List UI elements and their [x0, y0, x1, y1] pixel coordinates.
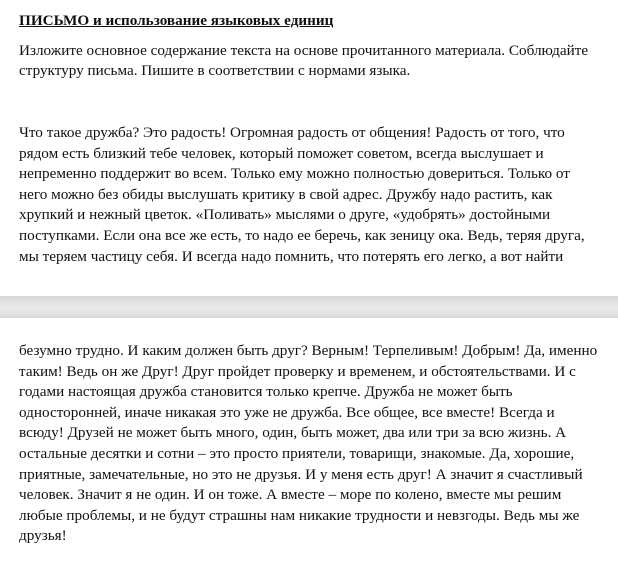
- text-line: Что такое дружба? Это радость! Огромная радость от общения! Радость от того, что: [19, 124, 565, 141]
- text-line: любые проблемы, и не будут страшны нам никакие трудности и невзгоды. Ведь мы же: [19, 506, 580, 524]
- text-line: таким! Ведь он же Друг! Друг пройдет проверку и временем, и обстоятельствами. И с: [19, 362, 576, 380]
- text-line: всюду! Друзей не может быть много, один, быть может, два или три за всю жизнь. А: [19, 424, 567, 442]
- text-line: односторонней, иначе никакая это уже не дружба. Все общее, все вместе! Всегда и: [19, 403, 555, 421]
- text-line: безумно трудно. И каким должен быть друг? Верным! Терпеливым! Добрым! Да, именно: [19, 342, 598, 359]
- task-line: Изложите основное содержание текста на основе прочитанного материала. Соблюдайте: [19, 42, 589, 59]
- letter-text-page-1: [19, 123, 585, 267]
- text-line: хрупкий и нежный цветок. «Поливать» мыслями о друге, «удобрять» достойными: [19, 206, 551, 224]
- task-instructions: [19, 41, 609, 81]
- text-line: остальные десятки и сотни – это просто приятели, товарищи, знакомые. Да, хорошие,: [19, 444, 575, 462]
- text-line: рядом есть близкий тебе человек, который поможет советом, всегда выслушает и: [19, 144, 544, 162]
- document-title: ПИСЬМО и использование языковых единиц: [19, 12, 334, 29]
- text-line: приятные, замечательные, но это не друзья. И у меня есть друг! А значит я счастливый: [19, 465, 583, 483]
- text-line: друзья!: [19, 527, 67, 545]
- text-line: поступками. Если она все же есть, то надо ее беречь, как зеницу ока. Ведь, теряя друга,: [19, 226, 585, 244]
- text-line: годами настоящая дружба становится только крепче. Дружба не может быть: [19, 383, 513, 401]
- text-line: человек. Значит я не один. И он тоже. А вместе – море по колено, вместе мы решим: [19, 486, 562, 504]
- letter-text-page-2: [19, 341, 597, 547]
- text-line: мы теряем частицу себя. И всегда надо помнить, что потерять его легко, а вот найти: [19, 247, 564, 265]
- text-line: него можно без обиды выслушать критику в свой адрес. Дружбу надо растить, как: [19, 185, 553, 203]
- text-line: непременно поддержит во всем. Только ему можно полностью довериться. Только от: [19, 165, 570, 183]
- page-break: [0, 296, 618, 318]
- document-page-2: [0, 318, 618, 581]
- task-line: структуру письма. Пишите в соответствии с нормами языка.: [19, 62, 411, 79]
